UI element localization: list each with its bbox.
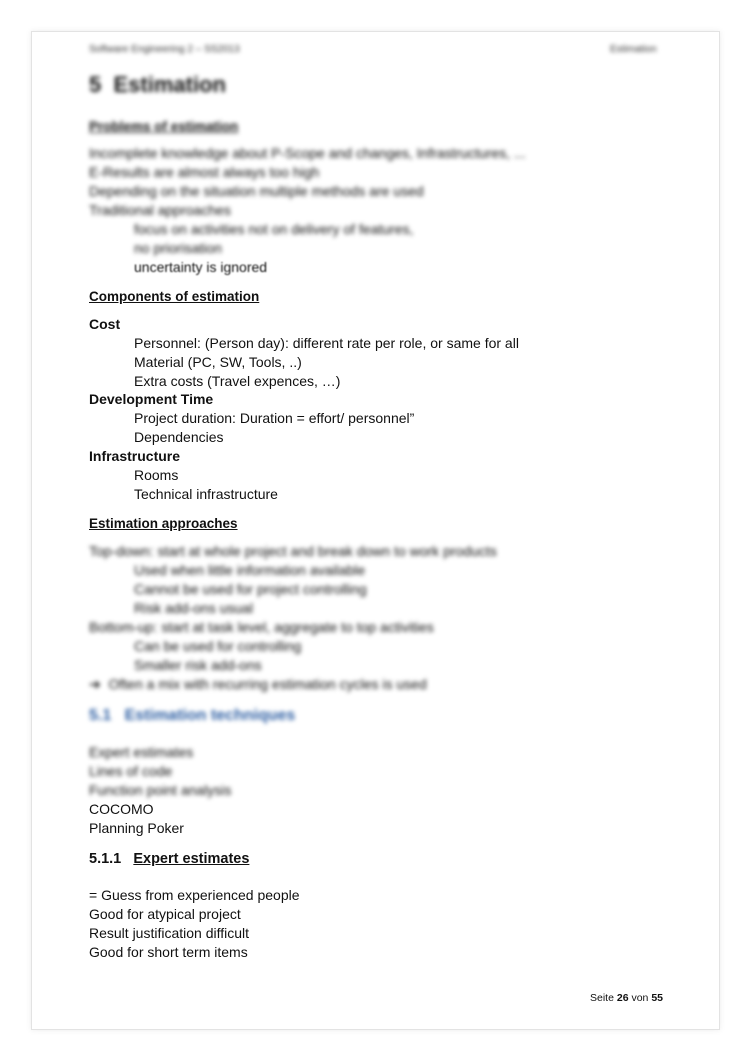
cost-item: Personnel: (Person day): different rate per role, or same for all xyxy=(134,335,519,351)
problems-line: Incomplete knowledge about P-Scope and changes, Infrastructures, ... xyxy=(89,145,526,161)
time-item: Dependencies xyxy=(134,429,224,445)
section-number: 5.1 xyxy=(89,707,112,724)
approach-topdown: Top-down: start at whole project and break down to work products xyxy=(89,543,497,559)
cost-label: Cost xyxy=(89,316,121,332)
page-number xyxy=(590,992,663,1004)
expert-line: Good for short term items xyxy=(89,944,248,960)
section-title: Estimation techniques xyxy=(124,707,296,724)
infra-label: Infrastructure xyxy=(89,448,181,464)
time-label: Development Time xyxy=(89,391,214,407)
problems-heading: Problems of estimation xyxy=(89,119,239,134)
footer-mid: von xyxy=(631,992,649,1004)
approach-item: Can be used for controlling xyxy=(134,638,302,654)
expert-line: = Guess from experienced people xyxy=(89,887,300,903)
problems-line: Traditional approaches xyxy=(89,202,231,218)
infra-item: Technical infrastructure xyxy=(134,486,278,502)
cost-item: Extra costs (Travel expences, …) xyxy=(134,373,341,389)
time-item: Project duration: Duration = effort/ personnel” xyxy=(134,410,415,426)
infra-item: Rooms xyxy=(134,467,179,483)
header-left: Software Engineering 2 – SS2013 xyxy=(89,44,240,55)
technique-item: Lines of code xyxy=(89,763,173,779)
technique-item: Function point analysis xyxy=(89,782,232,798)
approach-item: Risk add-ons usual xyxy=(134,600,254,616)
technique-item: Expert estimates xyxy=(89,744,194,760)
subsection-number: 5.1.1 xyxy=(89,851,122,867)
footer-page: 26 xyxy=(616,992,629,1004)
expert-line: Good for atypical project xyxy=(89,906,241,922)
arrow-icon: ➔ xyxy=(89,676,101,692)
cost-item: Material (PC, SW, Tools, ..) xyxy=(134,354,302,370)
problems-subline: focus on activities not on delivery of features, xyxy=(134,221,414,237)
technique-item: Planning Poker xyxy=(89,820,184,836)
problems-line: E-Results are almost always too high xyxy=(89,164,320,180)
approach-item: Used when little information available xyxy=(134,562,366,578)
technique-item: COCOMO xyxy=(89,801,154,817)
expert-line: Result justification difficult xyxy=(89,925,250,941)
approach-conclusion xyxy=(89,675,427,694)
chapter-title-text: Estimation xyxy=(113,72,226,97)
approach-bottomup: Bottom-up: start at task level, aggregate to top activities xyxy=(89,619,434,635)
subsection-heading-expert xyxy=(89,851,249,867)
subsection-title: Expert estimates xyxy=(133,851,250,867)
footer-prefix: Seite xyxy=(590,992,614,1004)
approach-item: Cannot be used for project controlling xyxy=(134,581,367,597)
footer-total: 55 xyxy=(651,992,664,1004)
chapter-number: 5 xyxy=(89,72,102,97)
approaches-heading: Estimation approaches xyxy=(89,516,238,531)
problems-subline: no priorisation xyxy=(134,240,222,256)
problems-line: Depending on the situation multiple methods are used xyxy=(89,183,424,199)
problems-subline: uncertainty is ignored xyxy=(134,259,268,275)
conclusion-text: Often a mix with recurring estimation cycles is used xyxy=(108,676,427,692)
approach-item: Smaller risk add-ons xyxy=(134,657,262,673)
chapter-title xyxy=(89,72,226,98)
components-heading: Components of estimation xyxy=(89,289,260,304)
header-right: Estimation xyxy=(610,44,657,55)
section-heading-techniques xyxy=(89,707,295,725)
